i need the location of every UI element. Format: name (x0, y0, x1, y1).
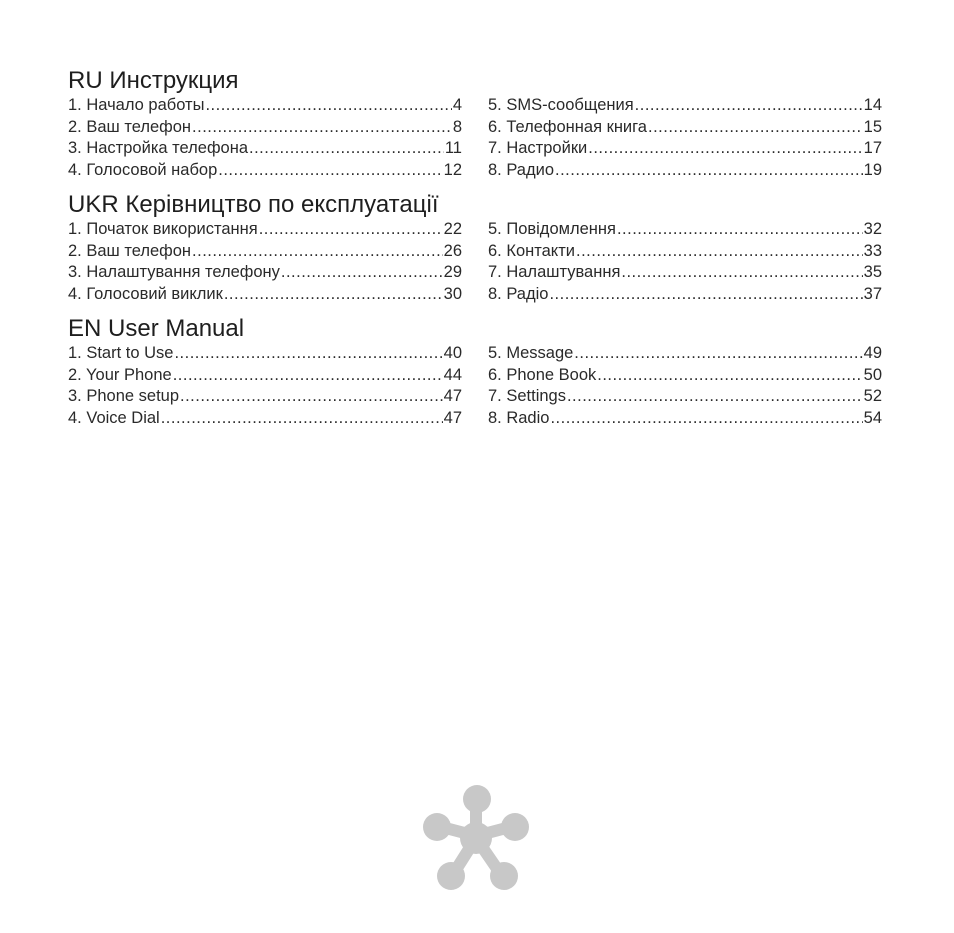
toc-entry[interactable] (68, 284, 462, 306)
toc-leader-dots (192, 241, 443, 263)
toc-entry-label: 6. Телефонная книга (488, 117, 647, 136)
toc-entry-label: 6. Контакти (488, 241, 575, 260)
toc-entry[interactable] (488, 241, 882, 263)
toc-entry-label: 8. Радио (488, 161, 554, 180)
toc-entry-label: 5. Message (488, 344, 574, 362)
toc-leader-dots (621, 262, 862, 284)
toc-entry[interactable] (68, 160, 462, 182)
toc-entry-label: 7. Settings (488, 387, 566, 406)
toc-leader-dots (555, 160, 863, 182)
toc-column-left (68, 343, 462, 430)
toc-leader-dots (588, 138, 862, 160)
toc-entry-label: 8. Radio (488, 409, 550, 428)
toc-leader-dots (648, 117, 863, 139)
toc-section-en (68, 315, 882, 430)
toc-entry-page: 19 (863, 161, 882, 180)
toc-leader-dots (567, 386, 863, 408)
toc-entry-page: 15 (863, 117, 882, 136)
section-title-en: EN User Manual (68, 315, 245, 342)
toc-column-right (488, 95, 882, 182)
toc-leader-dots (576, 241, 863, 263)
toc-entry-page: 37 (863, 285, 882, 304)
toc-entry-page: 17 (863, 139, 882, 158)
toc-entry-label: 7. Налаштування (488, 263, 621, 282)
toc-leader-dots (192, 117, 452, 139)
toc-leader-dots (597, 365, 862, 387)
toc-leader-dots (249, 138, 444, 160)
toc-entry-label: 3. Настройка телефона (68, 139, 249, 158)
toc-entry-page: 12 (443, 161, 462, 180)
toc-entry-page: 29 (443, 263, 462, 282)
toc-leader-dots (161, 408, 443, 430)
toc-entry-page: 4 (452, 96, 462, 114)
toc-column-left (68, 219, 462, 306)
toc-entry-page: 47 (443, 409, 462, 428)
toc-entry-label: 1. Начало работы (68, 96, 205, 114)
toc-entry-page: 11 (444, 139, 462, 158)
toc-entry-page: 14 (863, 96, 882, 114)
toc-entry[interactable] (488, 284, 882, 306)
toc-entry[interactable] (68, 138, 462, 160)
toc-entry-page: 26 (443, 241, 462, 260)
toc-entry-page: 22 (443, 220, 462, 238)
toc-entry-label: 4. Голосовий виклик (68, 285, 223, 304)
toc-entry[interactable] (488, 138, 882, 160)
toc-leader-dots (617, 219, 863, 241)
toc-entry-label: 4. Voice Dial (68, 409, 160, 428)
toc-entry[interactable] (488, 343, 882, 365)
toc-entry[interactable] (488, 262, 882, 284)
toc-entry-page: 40 (443, 344, 462, 362)
toc-leader-dots (549, 284, 862, 306)
toc-column-left (68, 95, 462, 182)
toc-entry-label: 4. Голосовой набор (68, 161, 218, 180)
toc-entry[interactable] (68, 241, 462, 263)
toc-entry[interactable] (488, 365, 882, 387)
toc-leader-dots (180, 386, 443, 408)
toc-entry[interactable] (68, 343, 462, 365)
toc-entry[interactable] (68, 117, 462, 139)
toc-leader-dots (218, 160, 442, 182)
toc-entry-page: 54 (863, 409, 882, 428)
toc-entry[interactable] (488, 386, 882, 408)
toc-leader-dots (281, 262, 443, 284)
toc-entry[interactable] (68, 386, 462, 408)
toc-entry-page: 52 (863, 387, 882, 406)
toc-entry-label: 8. Радіо (488, 285, 549, 304)
toc-entry-page: 33 (863, 241, 882, 260)
toc-entry[interactable] (488, 95, 882, 117)
toc-leader-dots (224, 284, 443, 306)
toc-entry-label: 6. Phone Book (488, 365, 597, 384)
toc-entry-label: 2. Ваш телефон (68, 117, 192, 136)
toc-entry-label: 5. SMS-сообщения (488, 96, 634, 114)
toc-entry-page: 32 (863, 220, 882, 238)
toc-section-ru (68, 67, 882, 182)
toc-entry-page: 8 (452, 117, 462, 136)
toc-entry-label: 7. Настройки (488, 139, 588, 158)
toc-leader-dots (550, 408, 862, 430)
toc-entry-label: 2. Ваш телефон (68, 241, 192, 260)
section-title-ru: RU Инструкция (68, 67, 239, 94)
section-title-ukr: UKR Керівництво по експлуатації (68, 191, 439, 218)
toc-entry-page: 30 (443, 285, 462, 304)
toc-entry-label: 5. Повідомлення (488, 220, 616, 238)
toc-section-ukr (68, 191, 882, 306)
toc-entry-page: 50 (863, 365, 882, 384)
toc-leader-dots (174, 343, 442, 365)
toc-entry-page: 44 (443, 365, 462, 384)
toc-column-right (488, 219, 882, 306)
toc-entry[interactable] (488, 117, 882, 139)
toc-entry[interactable] (68, 219, 462, 241)
toc-entry[interactable] (488, 219, 882, 241)
flower-logo-icon (420, 784, 532, 892)
toc-entry-label: 2. Your Phone (68, 365, 172, 384)
toc-leader-dots (574, 343, 862, 365)
toc-entry-label: 3. Phone setup (68, 387, 180, 406)
toc-leader-dots (259, 219, 443, 241)
toc-entry-label: 1. Початок використання (68, 220, 258, 238)
toc-entry[interactable] (68, 95, 462, 117)
toc-entry-page: 35 (863, 263, 882, 282)
toc-entry[interactable] (68, 408, 462, 430)
toc-leader-dots (173, 365, 443, 387)
toc-entry-label: 1. Start to Use (68, 344, 174, 362)
toc-entry-page: 47 (443, 387, 462, 406)
toc-entry-label: 3. Налаштування телефону (68, 263, 280, 282)
toc-leader-dots (635, 95, 863, 117)
toc-entry[interactable] (488, 408, 882, 430)
toc-entry[interactable] (68, 262, 462, 284)
toc-column-right (488, 343, 882, 430)
toc-entry[interactable] (68, 365, 462, 387)
toc-entry-page: 49 (863, 344, 882, 362)
toc-entry[interactable] (488, 160, 882, 182)
toc-leader-dots (205, 95, 451, 117)
